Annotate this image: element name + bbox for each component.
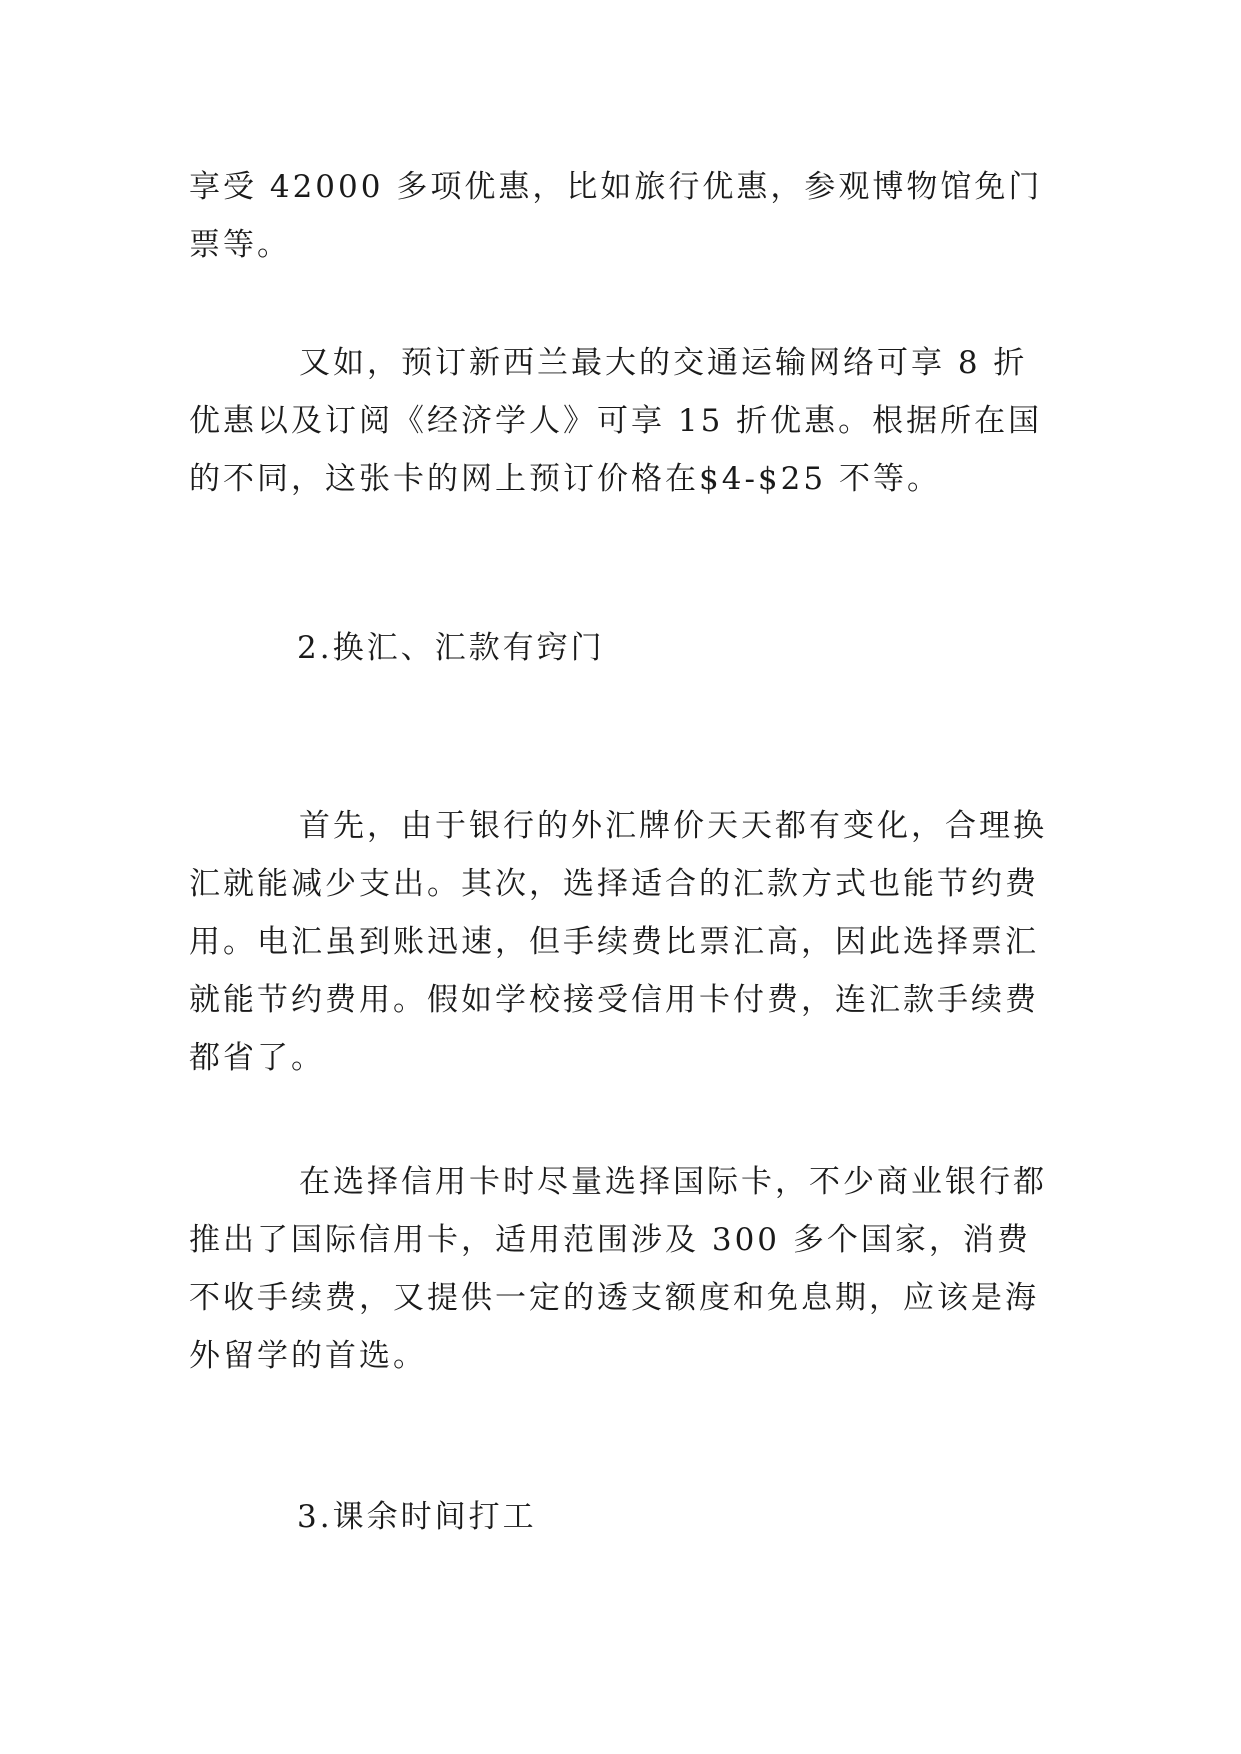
- paragraph-examples: 又如，预订新西兰最大的交通运输网络可享 8 折优惠以及订阅《经济学人》可享 15 折优惠。根据所在国的不同，这张卡的网上预订价格在$4-$25 不等。: [189, 345, 1043, 497]
- section-heading-exchange: 2.换汇、汇款有窍门: [297, 630, 605, 666]
- paragraph-exchange-tips: 首先，由于银行的外汇牌价天天都有变化，合理换汇就能减少支出。其次，选择适合的汇款方式也能节约费用。电汇虽到账迅速，但手续费比票汇高，因此选择票汇就能节约费用。假如学校接受信用卡付费，连汇款手续费都省了。: [189, 808, 1047, 1076]
- paragraph-discounts: 享受 42000 多项优惠，比如旅行优惠，参观博物馆免门票等。: [189, 169, 1043, 263]
- paragraph-credit-card: 在选择信用卡时尽量选择国际卡，不少商业银行都推出了国际信用卡，适用范围涉及 300 多个国家，消费不收手续费，又提供一定的透支额度和免息期，应该是海外留学的首选。: [189, 1164, 1047, 1374]
- section-heading-part-time-work: 3.课余时间打工: [297, 1499, 537, 1535]
